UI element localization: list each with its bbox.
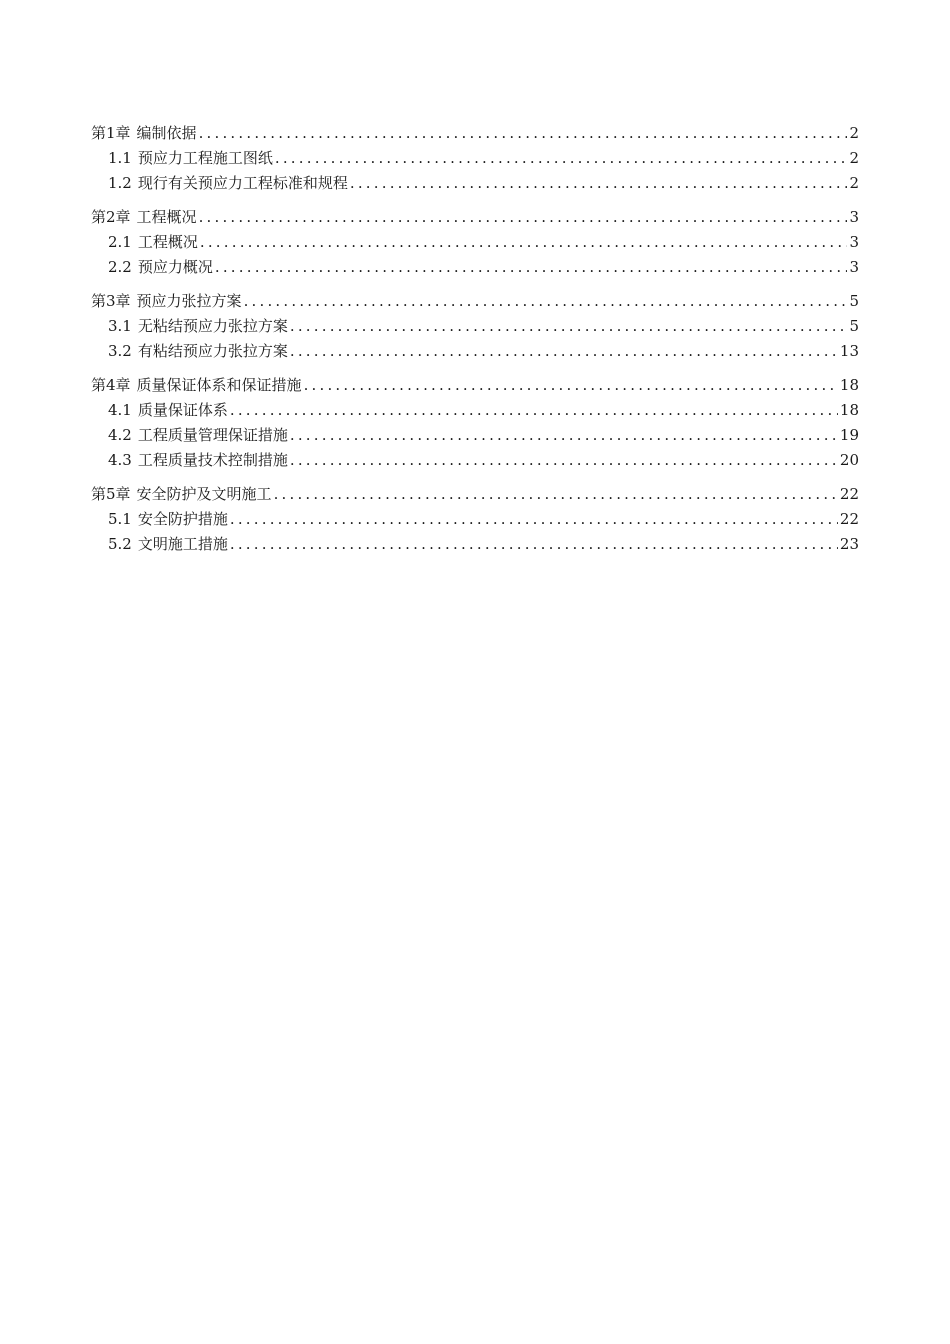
- toc-entry-chapter-3[interactable]: [91, 289, 859, 314]
- toc-entry-title: 预应力工程施工图纸: [137, 149, 273, 167]
- table-of-contents: [91, 121, 859, 557]
- toc-entry-section-4-2[interactable]: [91, 423, 859, 448]
- toc-entry-page: 3: [849, 258, 859, 276]
- toc-entry-title: 预应力概况: [137, 258, 213, 276]
- toc-entry-number: 4.3: [108, 451, 132, 469]
- toc-entry-number: 5.2: [108, 535, 132, 553]
- toc-entry-page: 23: [839, 535, 859, 553]
- toc-entry-section-4-3[interactable]: [91, 448, 859, 473]
- toc-leader-dots: [215, 255, 848, 280]
- toc-entry-page: 20: [839, 451, 859, 469]
- toc-entry-chapter-2[interactable]: [91, 205, 859, 230]
- toc-entry-number: 5.1: [108, 510, 132, 528]
- toc-entry-title: 质量保证体系: [137, 401, 228, 419]
- toc-entry-number: 3.1: [108, 317, 132, 335]
- toc-entry-chapter-4[interactable]: [91, 373, 859, 398]
- toc-entry-section-4-1[interactable]: [91, 398, 859, 423]
- toc-entry-title: 有粘结预应力张拉方案: [137, 342, 288, 360]
- toc-entry-title: 文明施工措施: [137, 535, 228, 553]
- toc-entry-title: 质量保证体系和保证措施: [136, 376, 302, 394]
- toc-entry-section-3-1[interactable]: [91, 314, 859, 339]
- toc-entry-title: 工程质量技术控制措施: [137, 451, 288, 469]
- toc-leader-dots: [350, 171, 848, 196]
- toc-entry-page: 13: [839, 342, 859, 360]
- toc-entry-section-1-1[interactable]: [91, 146, 859, 171]
- toc-entry-page: 19: [839, 426, 859, 444]
- toc-entry-number: 2.2: [108, 258, 132, 276]
- toc-leader-dots: [244, 289, 848, 314]
- toc-entry-chapter-1[interactable]: [91, 121, 859, 146]
- toc-entry-title: 无粘结预应力张拉方案: [137, 317, 288, 335]
- toc-entry-number: 4.1: [108, 401, 132, 419]
- toc-entry-page: 3: [849, 233, 859, 251]
- toc-entry-number: 第1章: [91, 124, 131, 142]
- toc-entry-section-3-2[interactable]: [91, 339, 859, 364]
- toc-entry-page: 2: [849, 174, 859, 192]
- toc-leader-dots: [199, 205, 848, 230]
- toc-leader-dots: [200, 230, 848, 255]
- toc-entry-title: 工程质量管理保证措施: [137, 426, 288, 444]
- toc-entry-page: 22: [839, 510, 859, 528]
- toc-entry-number: 第4章: [91, 376, 131, 394]
- toc-entry-page: 18: [839, 376, 859, 394]
- toc-entry-number: 第3章: [91, 292, 131, 310]
- toc-entry-title: 安全防护措施: [137, 510, 228, 528]
- toc-entry-title: 工程概况: [137, 233, 198, 251]
- toc-entry-number: 2.1: [108, 233, 132, 251]
- toc-entry-section-5-1[interactable]: [91, 507, 859, 532]
- toc-entry-section-2-1[interactable]: [91, 230, 859, 255]
- toc-leader-dots: [199, 121, 848, 146]
- toc-entry-chapter-5[interactable]: [91, 482, 859, 507]
- toc-entry-page: 18: [839, 401, 859, 419]
- toc-entry-page: 2: [849, 124, 859, 142]
- toc-leader-dots: [230, 398, 838, 423]
- toc-entry-number: 3.2: [108, 342, 132, 360]
- toc-leader-dots: [230, 507, 838, 532]
- toc-entry-number: 第5章: [91, 485, 131, 503]
- toc-leader-dots: [275, 146, 848, 171]
- toc-entry-title: 工程概况: [136, 208, 197, 226]
- toc-entry-section-1-2[interactable]: [91, 171, 859, 196]
- toc-entry-section-5-2[interactable]: [91, 532, 859, 557]
- toc-leader-dots: [304, 373, 838, 398]
- toc-entry-number: 1.2: [108, 174, 132, 192]
- toc-leader-dots: [230, 532, 838, 557]
- toc-entry-title: 现行有关预应力工程标准和规程: [137, 174, 348, 192]
- toc-entry-title: 编制依据: [136, 124, 197, 142]
- toc-entry-page: 22: [839, 485, 859, 503]
- toc-entry-page: 3: [849, 208, 859, 226]
- toc-entry-page: 5: [849, 292, 859, 310]
- toc-entry-title: 预应力张拉方案: [136, 292, 242, 310]
- toc-entry-section-2-2[interactable]: [91, 255, 859, 280]
- toc-entry-page: 5: [849, 317, 859, 335]
- toc-leader-dots: [274, 482, 838, 507]
- toc-leader-dots: [290, 339, 838, 364]
- toc-entry-page: 2: [849, 149, 859, 167]
- toc-leader-dots: [290, 448, 838, 473]
- toc-entry-number: 第2章: [91, 208, 131, 226]
- toc-entry-title: 安全防护及文明施工: [136, 485, 272, 503]
- toc-entry-number: 1.1: [108, 149, 132, 167]
- toc-leader-dots: [290, 423, 838, 448]
- toc-entry-number: 4.2: [108, 426, 132, 444]
- toc-leader-dots: [290, 314, 848, 339]
